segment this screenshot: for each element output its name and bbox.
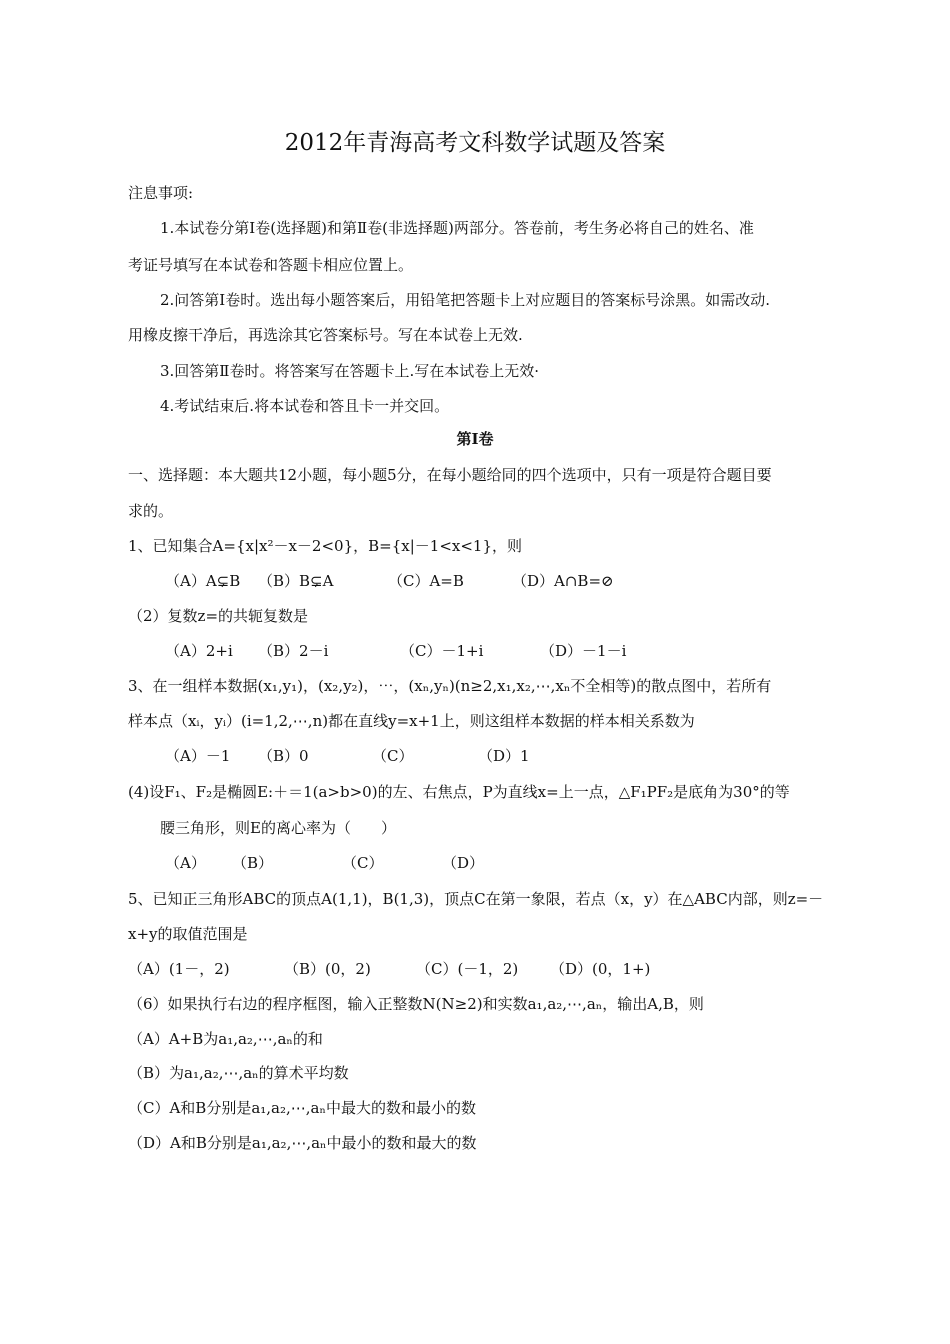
- question-1-option-d: （D）A∩B=⊘: [512, 572, 614, 590]
- question-5-option-d: （D）(0，1+): [550, 960, 651, 978]
- question-3-option-b: （B）0: [258, 747, 309, 765]
- question-4-stem-line: (4)设F₁、F₂是椭圆E:＋＝1(a>b>0)的左、右焦点，P为直线x=上一点，△F₁PF₂是底角为30°的等: [128, 783, 790, 801]
- question-3-option-d: （D）1: [478, 747, 530, 765]
- question-3-option-a: （A）－1: [165, 747, 231, 765]
- question-1-option-b: （B）B⊊A: [258, 572, 334, 590]
- question-1-stem: 1、已知集合A={x|x²－x－2<0}，B={x|－1<x<1}，则: [128, 537, 523, 555]
- question-4-option-c: （C）: [342, 854, 384, 872]
- question-3-option-c: （C）: [372, 747, 414, 765]
- question-2-option-c: （C）－1+i: [400, 642, 484, 660]
- question-4-stem-line: 腰三角形，则E的离心率为（ ）: [160, 819, 396, 837]
- question-2-option-a: （A）2+i: [165, 642, 233, 660]
- question-5-option-a: （A）(1－，2): [128, 960, 230, 978]
- question-2-option-b: （B）2－i: [258, 642, 329, 660]
- question-6-option-d: （D）A和B分别是a₁,a₂,⋯,aₙ中最小的数和最大的数: [128, 1134, 477, 1152]
- notice-item: 4.考试结束后.将本试卷和答且卡一并交回。: [160, 397, 450, 415]
- question-3-stem-line: 3、在一组样本数据(x₁,y₁)，(x₂,y₂)，⋯，(xₙ,yₙ)(n≥2,x₁,x₂,⋯,xₙ不全相等)的散点图中，若所有: [128, 677, 772, 695]
- page-title: 2012年青海高考文科数学试题及答案: [284, 130, 666, 156]
- notice-heading: 注息事项:: [128, 184, 194, 202]
- notice-item: 3.回答第Ⅱ卷时。将答案写在答题卡上.写在本试卷上无效·: [160, 362, 540, 380]
- question-4-option-d: （D）: [442, 854, 485, 872]
- question-5-stem-line: x+y的取值范围是: [128, 925, 248, 943]
- question-4-option-b: （B）: [232, 854, 274, 872]
- question-5-option-c: （C）(－1，2): [416, 960, 519, 978]
- question-6-option-b: （B）为a₁,a₂,⋯,aₙ的算术平均数: [128, 1064, 349, 1082]
- question-2-stem: （2）复数z=的共轭复数是: [128, 607, 309, 625]
- notice-item: 考证号填写在本试卷和答题卡相应位置上。: [128, 256, 414, 274]
- section-title: 第Ⅰ卷: [456, 430, 494, 448]
- question-6-stem: （6）如果执行右边的程序框图，输入正整数N(N≥2)和实数a₁,a₂,⋯,aₙ，输出A,B，则: [128, 995, 704, 1013]
- notice-item: 用橡皮擦干净后，再选涂其它答案标号。写在本试卷上无效.: [128, 326, 523, 344]
- question-5-stem-line: 5、已知正三角形ABC的顶点A(1,1)，B(1,3)，顶点C在第一象限，若点（x，y）在△ABC内部，则z=－: [128, 890, 824, 908]
- question-2-option-d: （D）－1－i: [540, 642, 627, 660]
- question-1-option-a: （A）A⊊B: [165, 572, 241, 590]
- question-3-stem-line: 样本点（xᵢ，yᵢ）(i=1,2,⋯,n)都在直线y=x+1上，则这组样本数据的样本相关系数为: [128, 712, 695, 730]
- question-6-option-c: （C）A和B分别是a₁,a₂,⋯,aₙ中最大的数和最小的数: [128, 1099, 476, 1117]
- notice-item: 1.本试卷分第Ⅰ卷(选择题)和第Ⅱ卷(非选择题)两部分。答卷前，考生务必将自己的姓名、准: [160, 219, 754, 237]
- instructions-line: 一、选择题：本大题共12小题，每小题5分，在每小题给同的四个选项中，只有一项是符合题目要: [128, 466, 772, 484]
- instructions-line: 求的。: [128, 502, 174, 520]
- notice-item: 2.问答第Ⅰ卷时。选出每小题答案后，用铅笔把答题卡上对应题目的答案标号涂黑。如需改动.: [160, 291, 771, 309]
- question-1-option-c: （C）A=B: [388, 572, 464, 590]
- question-6-option-a: （A）A+B为a₁,a₂,⋯,aₙ的和: [128, 1030, 323, 1048]
- question-4-option-a: （A）: [165, 854, 206, 872]
- question-5-option-b: （B）(0，2): [284, 960, 371, 978]
